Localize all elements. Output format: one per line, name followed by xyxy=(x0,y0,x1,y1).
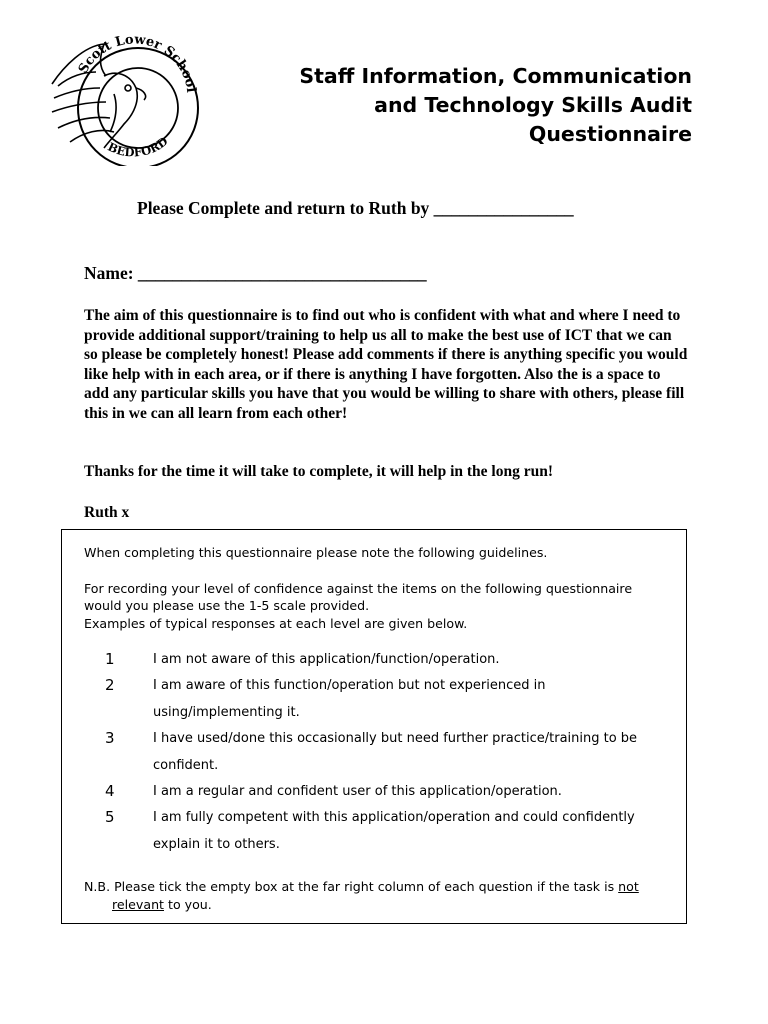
nb-note-suffix: to you. xyxy=(164,897,212,912)
name-field-line: Name: _________________________________ xyxy=(84,263,427,283)
intro-paragraph: The aim of this questionnaire is to find out who is confident with what and where I need to provide additional support/training to help us all to make the best use of ICT that we can so please be completely honest! Please add comments if there is anything specific you would like help with in each area, or if there is anything I have forgotten. Also the is a space to add any particular skills you have that you would be willing to share with others, please fill this in we can all learn from each other! xyxy=(84,307,688,422)
guidelines-scale-instruction: For recording your level of confidence against the items on the following questionnaire xyxy=(84,581,633,596)
falcon-emblem-icon xyxy=(44,36,200,166)
scale-number: 2 xyxy=(105,676,115,694)
scale-description: I am not aware of this application/function/operation. xyxy=(153,652,500,667)
guidelines-examples-note: Examples of typical responses at each level are given below. xyxy=(84,616,468,631)
scale-description: I am aware of this function/operation but not experienced in using/implementing it. xyxy=(153,678,546,720)
scale-description: I am a regular and confident user of this application/operation. xyxy=(153,784,562,799)
svg-text:BEDFORD xyxy=(106,134,171,160)
logo-school-name: Scott Lower School xyxy=(75,36,199,94)
nb-note-text: N.B. Please tick the empty box at the far right column of each question if the task is xyxy=(84,879,619,894)
scale-number: 3 xyxy=(105,729,115,747)
title-line-2: and Technology Skills Audit xyxy=(374,93,692,117)
scale-number: 1 xyxy=(105,650,115,668)
scale-description: I am fully competent with this application/operation and could confidently explain it to others. xyxy=(153,810,635,852)
nb-note-not: not xyxy=(618,879,639,894)
logo-town-name: BEDFORD xyxy=(105,133,171,160)
scale-description: I have used/done this occasionally but need further practice/training to be confident. xyxy=(153,731,638,773)
svg-text:Scott Lower School xyxy=(76,36,198,93)
nb-note xyxy=(84,878,684,914)
signature: Ruth x xyxy=(84,504,130,521)
scale-number: 4 xyxy=(105,782,115,800)
title-line-3: Questionnaire xyxy=(528,122,692,146)
title-line-1: Staff Information, Communication xyxy=(299,64,692,88)
guidelines-intro: When completing this questionnaire please note the following guidelines. xyxy=(84,545,548,560)
guidelines-box xyxy=(61,529,687,924)
return-instruction: Please Complete and return to Ruth by ________________ xyxy=(137,198,574,218)
scale-number: 5 xyxy=(105,808,115,826)
guidelines-scale-instruction-cont: would you please use the 1-5 scale provided. xyxy=(84,598,370,613)
nb-note-relevant: relevant xyxy=(112,897,164,912)
document-title xyxy=(222,62,692,149)
thanks-paragraph: Thanks for the time it will take to complete, it will help in the long run! xyxy=(84,463,554,480)
school-logo xyxy=(44,36,200,166)
